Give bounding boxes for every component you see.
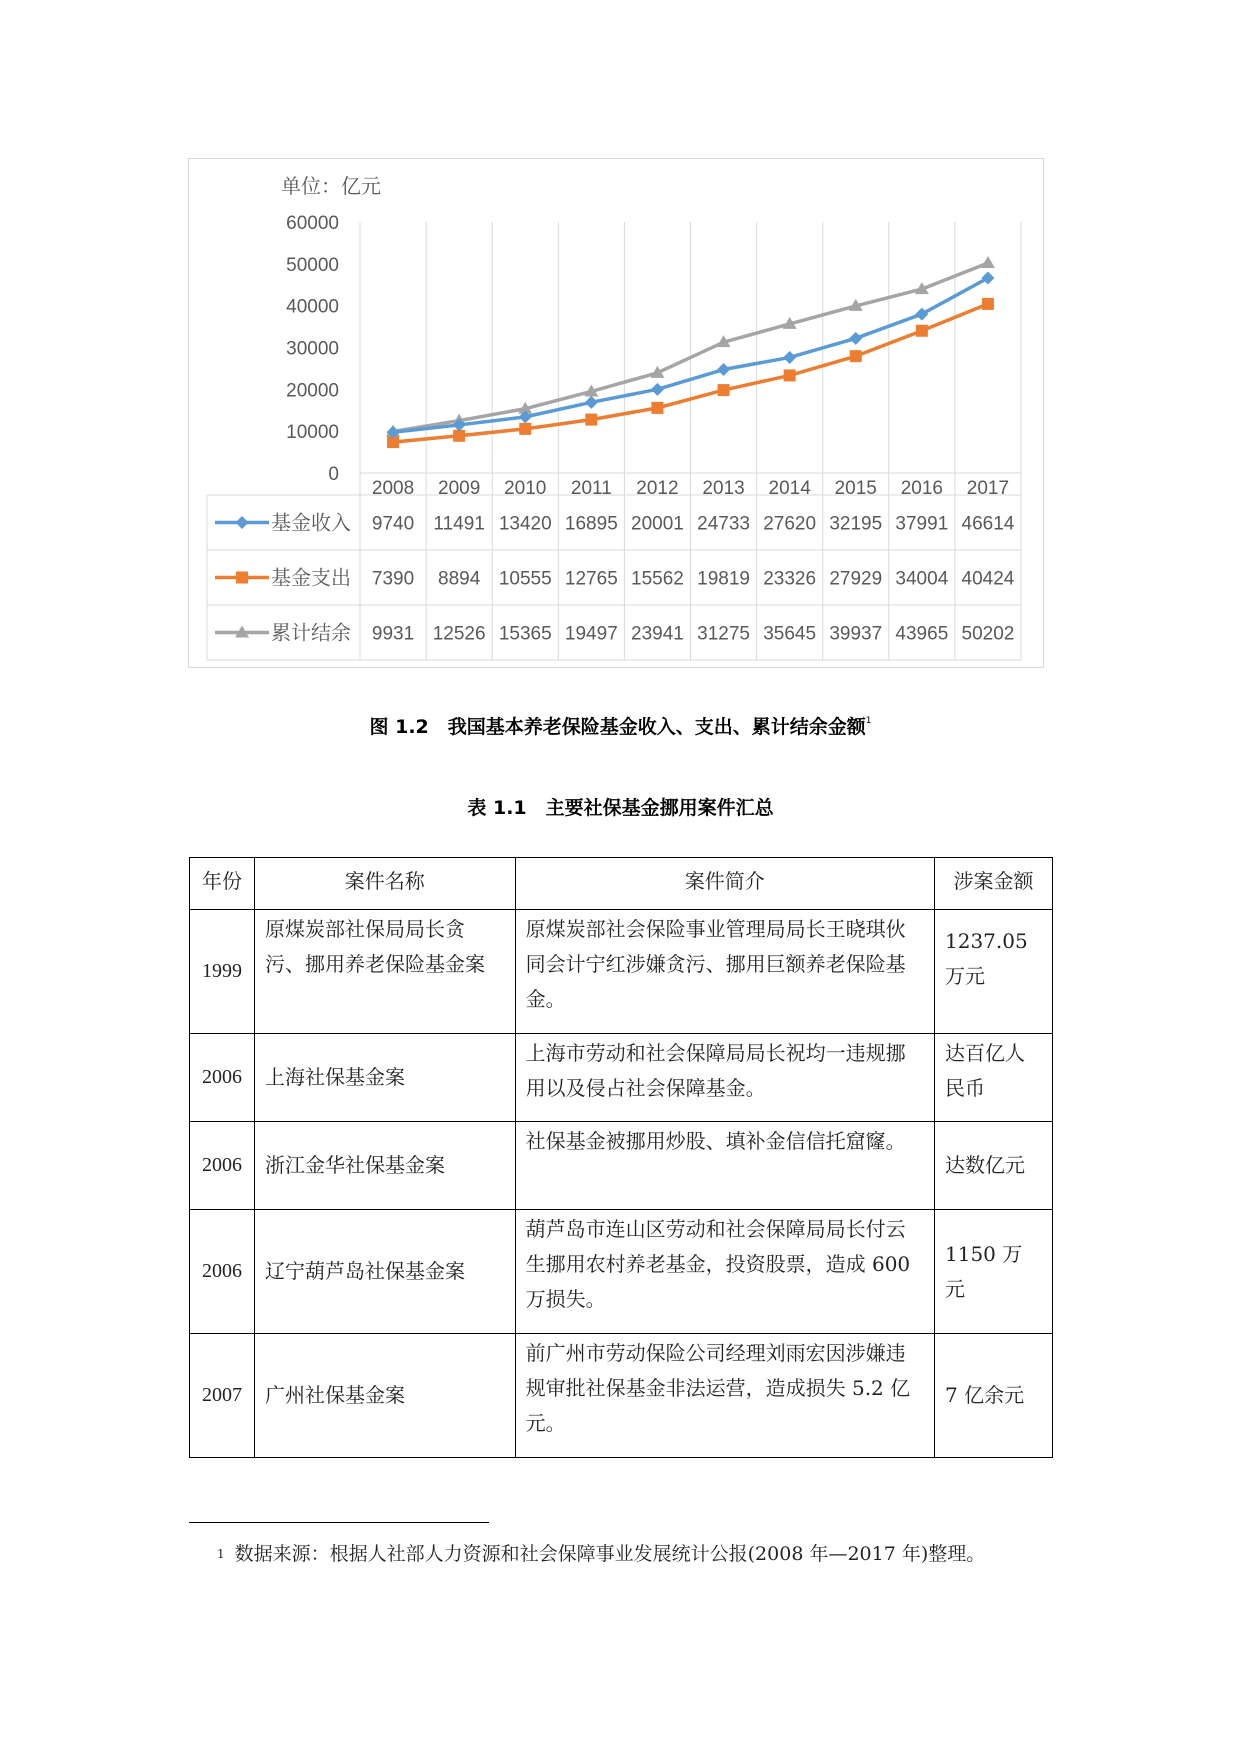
x-tick-label: 2009 [438, 478, 481, 499]
data-point [783, 351, 796, 364]
line-chart [189, 159, 1045, 669]
data-point [981, 256, 995, 268]
row-year: 1999 [190, 910, 255, 1034]
unit-label: 单位：亿元 [281, 176, 381, 198]
legend-marker [236, 516, 249, 529]
row-case-name: 辽宁葫芦岛社保基金案 [254, 1210, 515, 1334]
y-tick-label: 30000 [286, 338, 339, 360]
data-table-value: 9931 [371, 623, 415, 645]
table-row [190, 1034, 1053, 1122]
data-table-value: 34004 [895, 568, 949, 590]
data-point [651, 402, 663, 414]
x-tick-label: 2012 [636, 478, 679, 499]
footnote-separator [189, 1522, 489, 1523]
data-table-value: 31275 [697, 623, 750, 645]
data-table-value: 35645 [763, 623, 817, 645]
table-header-row [190, 858, 1053, 910]
header-year: 年份 [190, 858, 255, 910]
data-point [717, 363, 730, 376]
table-caption: 表 1.1 主要社保基金挪用案件汇总 [467, 797, 774, 819]
legend-label: 累计结余 [271, 622, 351, 645]
row-amount: 7 亿余元 [935, 1334, 1053, 1458]
y-tick-label: 50000 [286, 254, 339, 276]
legend-label: 基金收入 [271, 512, 351, 535]
x-tick-label: 2015 [834, 478, 877, 499]
data-point [651, 383, 664, 396]
row-case-name: 浙江金华社保基金案 [254, 1122, 515, 1210]
data-table-value: 10555 [498, 568, 552, 590]
row-amount: 达百亿人民币 [935, 1034, 1053, 1122]
row-case-desc: 前广州市劳动保险公司经理刘雨宏因涉嫌违规审批社保基金非法运营，造成损失 5.2 亿元。 [515, 1334, 934, 1458]
data-table-value: 13420 [498, 513, 552, 535]
data-point [850, 350, 862, 362]
header-case-desc: 案件简介 [515, 858, 934, 910]
data-table-value: 11491 [433, 513, 485, 535]
data-table-value: 20001 [631, 513, 684, 535]
legend-label: 基金支出 [271, 567, 351, 590]
chart-container [188, 158, 1044, 668]
figure-caption: 图 1.2 我国基本养老保险基金收入、支出、累计结余金额$^1$ [369, 716, 872, 738]
data-table-value: 15365 [498, 623, 552, 645]
data-table-value: 16895 [564, 513, 618, 535]
data-table-value: 32195 [829, 513, 883, 535]
table-row [190, 910, 1053, 1034]
footnote [189, 1538, 1053, 1570]
data-point [718, 384, 730, 396]
data-table-value: 23326 [763, 568, 817, 590]
footnote-text: 数据来源：根据人社部人力资源和社会保障事业发展统计公报(2008 年—2017 年)整理。 [234, 1543, 986, 1565]
data-table-value: 37991 [895, 513, 949, 535]
header-case-name: 案件名称 [254, 858, 515, 910]
data-table-value: 12765 [564, 568, 618, 590]
data-table-value: 9740 [371, 513, 415, 535]
footnote-ref: 1 [865, 716, 872, 726]
x-tick-label: 2010 [504, 478, 547, 499]
x-tick-label: 2017 [966, 478, 1010, 499]
data-table-value: 39937 [829, 623, 883, 645]
row-year: 2006 [190, 1122, 255, 1210]
data-table-value: 23941 [631, 623, 684, 645]
data-table-value: 27620 [763, 513, 817, 535]
footnote-mark: 1 [217, 1547, 225, 1561]
x-tick-label: 2014 [768, 478, 811, 499]
row-amount: 达数亿元 [935, 1122, 1053, 1210]
y-tick-label: 0 [328, 464, 339, 485]
data-point [982, 298, 994, 310]
header-amount: 涉案金额 [935, 858, 1053, 910]
y-tick-label: 40000 [286, 296, 339, 318]
data-point [784, 369, 796, 381]
row-year: 2006 [190, 1034, 255, 1122]
row-year: 2006 [190, 1210, 255, 1334]
row-case-desc: 社保基金被挪用炒股、填补金信信托窟窿。 [515, 1122, 934, 1210]
x-tick-label: 2016 [900, 478, 943, 499]
x-tick-label: 2013 [702, 478, 745, 499]
data-table-value: 40424 [961, 568, 1015, 590]
row-case-name: 原煤炭部社保局局长贪污、挪用养老保险基金案 [254, 910, 515, 1034]
data-table-value: 27929 [829, 568, 883, 590]
data-table-value: 19819 [697, 568, 750, 590]
table-row [190, 1210, 1053, 1334]
data-table-value: 7390 [371, 568, 415, 590]
legend-marker [236, 572, 248, 584]
data-point [916, 325, 928, 337]
x-tick-label: 2008 [371, 478, 415, 499]
row-amount: 1237.05 万元 [935, 910, 1053, 1034]
data-point [915, 308, 928, 321]
row-case-name: 上海社保基金案 [254, 1034, 515, 1122]
y-tick-label: 20000 [286, 380, 339, 402]
row-case-desc: 葫芦岛市连山区劳动和社会保障局局长付云生挪用农村养老基金，投资股票，造成 600 万损失。 [515, 1210, 934, 1334]
x-tick-label: 2011 [570, 478, 612, 499]
row-case-desc: 原煤炭部社会保险事业管理局局长王晓琪伙同会计宁红涉嫌贪污、挪用巨额养老保险基金。 [515, 910, 934, 1034]
data-point [849, 332, 862, 345]
data-table-value: 43965 [895, 623, 949, 645]
data-point [519, 423, 531, 435]
data-point [585, 396, 598, 409]
data-point [981, 271, 994, 284]
y-tick-label: 60000 [286, 213, 339, 234]
row-amount: 1150 万元 [935, 1210, 1053, 1334]
row-year: 2007 [190, 1334, 255, 1458]
row-case-name: 广州社保基金案 [254, 1334, 515, 1458]
table-row [190, 1122, 1053, 1210]
data-point [585, 414, 597, 426]
table-row [190, 1334, 1053, 1458]
data-table-value: 46614 [961, 513, 1015, 535]
data-table-value: 24733 [697, 513, 750, 535]
data-table-value: 50202 [961, 623, 1015, 645]
case-table [189, 857, 1053, 1458]
y-tick-label: 10000 [286, 422, 339, 444]
data-table-value: 15562 [631, 568, 684, 590]
data-table-value: 12526 [432, 623, 486, 645]
data-table-value: 19497 [564, 623, 618, 645]
data-point [453, 430, 465, 442]
data-table-value: 8894 [438, 568, 481, 590]
row-case-desc: 上海市劳动和社会保障局局长祝均一违规挪用以及侵占社会保障基金。 [515, 1034, 934, 1122]
